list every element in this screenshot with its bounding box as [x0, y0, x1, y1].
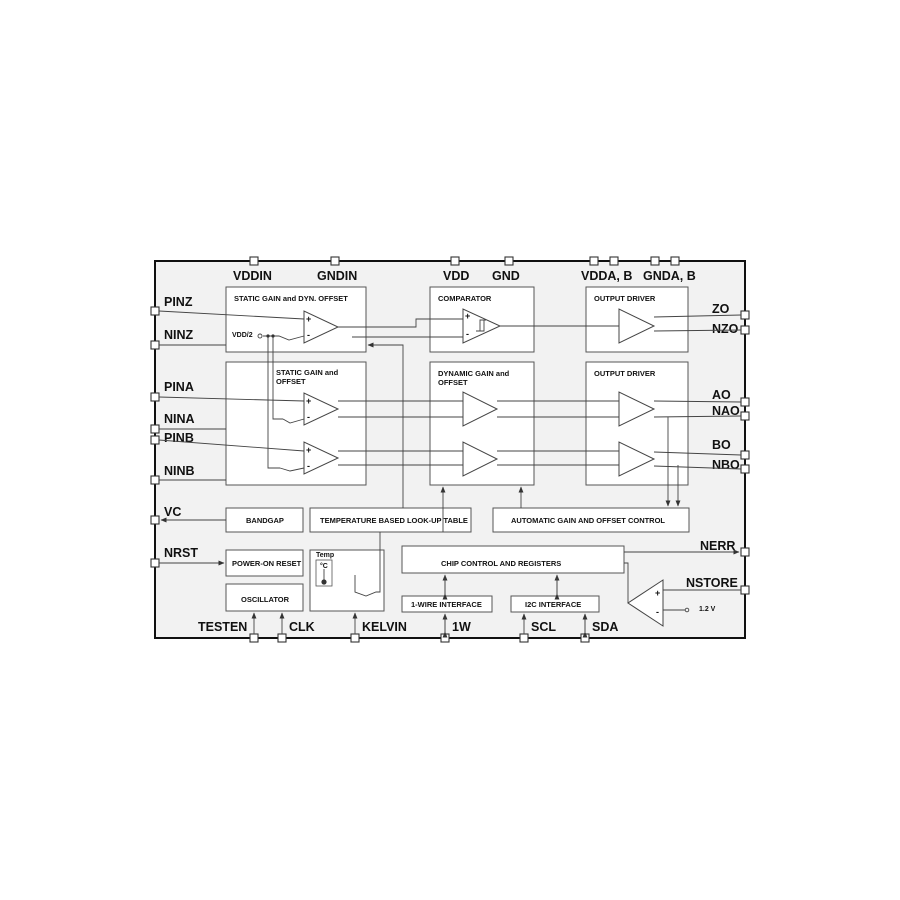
label-temp: Temp	[316, 552, 335, 559]
amp-static-a-minus: -	[307, 412, 310, 422]
pad-nzo	[741, 326, 749, 334]
block-title-temp-lut: TEMPERATURE BASED LOOK-UP TABLE	[320, 516, 468, 525]
amp-static-b-plus: +	[306, 445, 312, 455]
pad-scl	[520, 634, 528, 642]
pad-gnda-2	[671, 257, 679, 265]
amp-static-b-minus: -	[307, 461, 310, 471]
label-vdd-half: VDD/2	[232, 332, 253, 339]
pad-ninb	[151, 476, 159, 484]
pad-nstore	[741, 586, 749, 594]
block-title-output-driver-2: OUTPUT DRIVER	[594, 369, 656, 378]
block-title-i2c: I2C INTERFACE	[525, 600, 582, 609]
pin-label-pinb: PINB	[164, 431, 194, 445]
pin-label-pina: PINA	[164, 380, 194, 394]
nstore-comparator-minus: -	[656, 607, 659, 617]
pad-bo	[741, 451, 749, 459]
pin-label-vc: VC	[164, 505, 182, 519]
pin-label-vddin: VDDIN	[233, 269, 272, 283]
pad-vdd	[451, 257, 459, 265]
pad-ao	[741, 398, 749, 406]
pin-label-ninb: NINB	[164, 464, 195, 478]
pin-label-nstore: NSTORE	[686, 576, 738, 590]
block-title-static-gain-dyn-offset: STATIC GAIN and DYN. OFFSET	[234, 294, 348, 303]
pad-kelvin	[351, 634, 359, 642]
pad-vdda-2	[610, 257, 618, 265]
pad-vdda-1	[590, 257, 598, 265]
pin-label-testen: TESTEN	[198, 620, 248, 634]
block-title-static-gain-offset-2: OFFSET	[276, 377, 306, 386]
pad-vc	[151, 516, 159, 524]
amp-static-z-minus: -	[307, 330, 310, 340]
block-title-comparator: COMPARATOR	[438, 294, 492, 303]
pad-testen	[250, 634, 258, 642]
block-title-dynamic-gain-offset-1: DYNAMIC GAIN and	[438, 369, 510, 378]
pad-nao	[741, 412, 749, 420]
pin-label-nao: NAO	[712, 404, 740, 418]
pad-pina	[151, 393, 159, 401]
pin-label-nbo: NBO	[712, 458, 740, 472]
pin-label-sda: SDA	[592, 620, 619, 634]
block-title-1wire: 1-WIRE INTERFACE	[411, 600, 482, 609]
pad-nbo	[741, 465, 749, 473]
pad-ninz	[151, 341, 159, 349]
pin-label-kelvin: KELVIN	[362, 620, 407, 634]
pin-label-1w: 1W	[452, 620, 471, 634]
label-ref-voltage: 1.2 V	[699, 606, 716, 613]
pad-nerr	[741, 548, 749, 556]
comparator-minus: -	[466, 329, 469, 339]
pad-nrst	[151, 559, 159, 567]
amp-static-a-plus: +	[306, 396, 312, 406]
pin-label-nrst: NRST	[164, 546, 199, 560]
pin-label-vdd: VDD	[443, 269, 470, 283]
pad-gnd	[505, 257, 513, 265]
pad-clk	[278, 634, 286, 642]
nstore-comparator-plus: +	[655, 588, 661, 598]
pad-zo	[741, 311, 749, 319]
block-title-dynamic-gain-offset-2: OFFSET	[438, 378, 468, 387]
pad-nina	[151, 425, 159, 433]
pin-label-nzo: NZO	[712, 322, 739, 336]
block-title-static-gain-offset-1: STATIC GAIN and	[276, 368, 339, 377]
pin-label-ninz: NINZ	[164, 328, 194, 342]
pad-sda	[581, 634, 589, 642]
pin-label-pinz: PINZ	[164, 295, 193, 309]
pad-gndin	[331, 257, 339, 265]
pad-pinb	[151, 436, 159, 444]
pin-label-clk: CLK	[289, 620, 315, 634]
pin-label-nina: NINA	[164, 412, 195, 426]
block-title-power-on-reset: POWER-ON RESET	[232, 559, 302, 568]
pin-label-nerr: NERR	[700, 539, 736, 553]
block-title-output-driver-1: OUTPUT DRIVER	[594, 294, 656, 303]
pin-label-gnd: GND	[492, 269, 520, 283]
comparator-plus: +	[465, 311, 471, 321]
block-title-bandgap: BANDGAP	[246, 516, 284, 525]
label-degc: °C	[320, 563, 328, 570]
pin-label-scl: SCL	[531, 620, 556, 634]
pad-gnda-1	[651, 257, 659, 265]
block-title-oscillator: OSCILLATOR	[241, 595, 290, 604]
amp-static-z-plus: +	[306, 314, 312, 324]
thermometer-bulb-icon	[321, 579, 326, 584]
pin-label-zo: ZO	[712, 302, 730, 316]
pin-label-gndin: GNDIN	[317, 269, 358, 283]
pad-1w	[441, 634, 449, 642]
pin-label-ao: AO	[712, 388, 731, 402]
pin-label-gnda-b: GNDA, B	[643, 269, 696, 283]
block-title-agc: AUTOMATIC GAIN AND OFFSET CONTROL	[511, 516, 666, 525]
pin-label-bo: BO	[712, 438, 731, 452]
pad-vddin	[250, 257, 258, 265]
block-title-chip-control: CHIP CONTROL AND REGISTERS	[441, 559, 562, 568]
pad-pinz	[151, 307, 159, 315]
pin-label-vdda-b: VDDA, B	[581, 269, 633, 283]
